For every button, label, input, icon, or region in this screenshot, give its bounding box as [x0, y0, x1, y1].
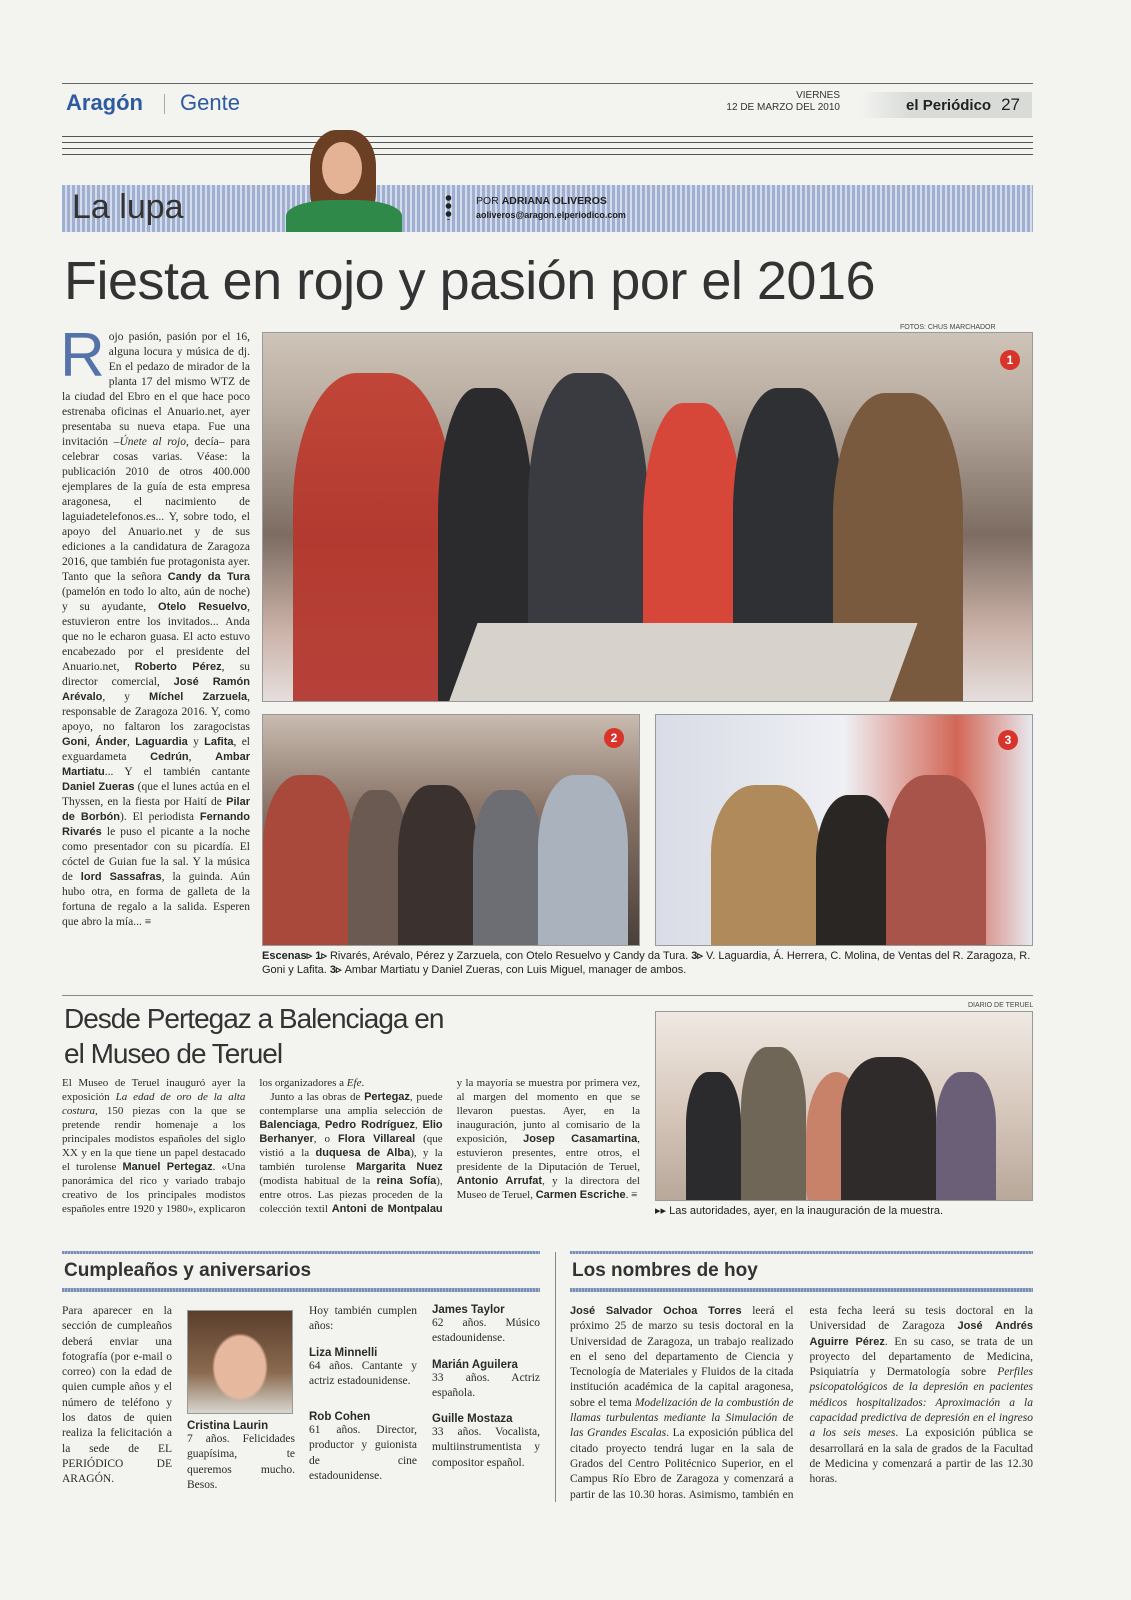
birthday-name: Liza Minnelli: [309, 1346, 378, 1359]
text-run: , responsable de Zaragoza 2016. Y, como apoyo, no faltaron los zaragocistas: [62, 691, 250, 733]
photo-number-badge: 3: [998, 730, 1018, 750]
text-run: . «Una panorámica del rico y variado trabajo creativo de los principales modistos españoles entre 1920 y 1980», explicaron los organizadores a: [62, 1077, 347, 1215]
bold-name: José Andrés Aguirre Pérez: [809, 1320, 1033, 1348]
author-name: ADRIANA OLIVEROS: [501, 195, 607, 207]
bold-name: Otelo Resuelvo: [158, 601, 248, 613]
main-article-body: [60, 321, 251, 930]
dateline: [700, 90, 840, 114]
paper-name: el Periódico: [906, 96, 992, 114]
text-run: le puso el picante a la noche como presentador con su picardía. El cóctel de Guian fue la sal. Y la música de: [62, 826, 250, 883]
section-top-rule: [570, 1251, 1033, 1254]
section-divider: [62, 995, 1033, 996]
photo-caption: [262, 949, 1033, 977]
bold-name: Ambar Martiatu: [62, 751, 250, 778]
column-banner: [62, 185, 1033, 232]
text-run: , decía– para celebrar cosas varias. Véase: la publicación 2010 de otros 400.000 ejemplares de la guía de esta empresa aragonesa, el nacimiento de laguiadetelefonos.es... Y, sobre todo, el apoyo del Anuario.net y de sus ediciones a la candidatura de Zaragoza 2016, que también fue protagonista ayer. Tanto que la señora: [62, 436, 251, 583]
subsection-name: Gente: [180, 90, 240, 115]
text-run: ojo pasión, pasión por el 16, alguna locura y música de dj. En el pedazo de mirador de la planta 17 del mismo WTZ de la ciudad del Ebro en el que hace poco estrenaba oficinas el Anuario.net, ayer presentaba su nueva etapa. Fue una invitación –: [62, 331, 250, 448]
text-run: V. Laguardia, Á. Herrera, C. Molina, de Ventas del R. Zaragoza, R. Goni y Lafita.: [262, 950, 1031, 976]
birthday-text: 62 años. Músico estadounidense.: [432, 1317, 540, 1345]
text-run: ), entre otros. Las piezas proceden de la colección textil: [259, 1175, 443, 1215]
byline: [476, 195, 607, 207]
text-run: , estuvieron presentes, entre otros, el presidente de la Diputación de Teruel,: [456, 1133, 640, 1173]
bold-name: José Salvador Ochoa Torres: [570, 1305, 742, 1317]
italic-text: Efe: [346, 1077, 362, 1089]
bold-name: 3▹: [691, 950, 706, 962]
names-body: [570, 1304, 1033, 1503]
weekday: VIERNES: [796, 90, 840, 101]
museo-article-body: [62, 1076, 640, 1216]
page-number: 27: [1001, 95, 1020, 114]
divider: [164, 94, 165, 114]
bold-name: Elio Berhanyer: [259, 1119, 443, 1145]
top-rule: [62, 83, 1033, 84]
text-run: ... Y el también cantante: [104, 766, 250, 778]
bold-name: Lafita: [204, 736, 234, 748]
text-run: ,: [317, 1119, 325, 1131]
text-run: ,: [414, 1119, 423, 1131]
italic-text: La edad de oro de la alta costura: [62, 1091, 246, 1117]
text-run: . La exposición pública del citado proyecto tendrá lugar en la sala de Grados del Centro Politécnico Superior, en el Campus Río Ebro de Zaragoza y comenzará a partir de las 10.30 horas. Asimismo, también en esta fecha leerá su tesis doctoral en la Universidad de Zaragoza: [570, 1305, 1033, 1501]
text-run: . En su caso, se trata de un proyecto del departamento de Medicina, Psiquiatría y Dermatología sobre: [809, 1335, 1034, 1379]
author-email[interactable]: aoliveros@aragon.elperiodico.com: [476, 210, 626, 220]
text-run: , y: [102, 691, 150, 703]
bold-name: Goni: [62, 736, 88, 748]
text-run: y: [187, 736, 205, 748]
birthday-name: Cristina Laurin: [187, 1420, 269, 1432]
bold-name: Laguardia: [135, 736, 188, 748]
bold-name: Pertegaz: [364, 1091, 410, 1103]
column-divider: [555, 1252, 556, 1502]
author-photo: [280, 128, 406, 232]
birthday-text: 61 años. Director, productor y guionista de cine estadounidense.: [309, 1424, 417, 1483]
text-run: (modista habitual de la: [259, 1175, 377, 1187]
bold-name: Cedrún: [150, 751, 189, 763]
birthday-text: 7 años. Felicidades guapísima, te queremos mucho. Besos.: [187, 1433, 295, 1491]
text-run: , 150 piezas con la que se pretende rendir homenaje a los principales modistos españoles del siglo XX y en la que tiene un papel destacado el turolense: [62, 1105, 246, 1173]
birthday-name: Marián Aguilera: [432, 1358, 518, 1371]
birthday-text: 33 años. Actriz española.: [432, 1371, 540, 1399]
bold-name: Míchel Zarzuela: [149, 691, 248, 703]
featured-birthday: [187, 1420, 295, 1493]
bold-name: Carmen Escriche: [535, 1189, 626, 1201]
italic-text: Únete al rojo: [119, 436, 186, 448]
photo-credit: DIARIO DE TERUEL: [968, 1002, 1034, 1009]
text-run: , su director comercial,: [62, 661, 250, 688]
birthdays-heading: Cumpleaños y aniversarios: [64, 1260, 312, 1281]
text-run: Junto a las obras de: [270, 1091, 365, 1103]
names-heading: Los nombres de hoy: [572, 1260, 758, 1281]
photo-number-badge: 2: [604, 728, 624, 748]
birthday-name: James Taylor: [432, 1304, 505, 1316]
photo-2: [262, 714, 640, 946]
italic-text: Modelización de la combustión de llamas turbulentas mediante la Simulación de las Grandes Escalas: [570, 1396, 794, 1440]
photo-3: [655, 714, 1033, 946]
text-run: .: [361, 1077, 365, 1089]
text-run: leerá el próximo 25 de marzo su tesis doctoral en la Universidad de Zaragoza, un trabajo realizado en el seno del departamento de Ciencia y Tecnología de Materiales y Fluidos de la citada institución académica de la capital aragonesa, sobre el tema: [570, 1305, 794, 1409]
text-run: ,: [87, 736, 96, 748]
text-run: , o: [313, 1133, 338, 1145]
bold-name: lord Sassafras: [80, 871, 162, 883]
triple-rule: [62, 136, 1033, 160]
birthday-list-1: [309, 1304, 417, 1484]
also-label: Hoy también cumplen años:: [309, 1305, 417, 1333]
bold-name: 3▹: [329, 964, 345, 976]
text-run: ,: [188, 751, 216, 763]
bold-name: José Ramón Arévalo: [62, 676, 250, 703]
bold-name: Antonio Arrufat: [456, 1175, 543, 1187]
bold-name: Antoni de Montpalau: [331, 1203, 443, 1215]
bold-name: Margarita Nuez: [356, 1161, 443, 1173]
text-run: , la guinda. Aún hubo otra, en forma de galleta de la fortuna de regalo a la salida. Esperen que abro la mía... ≡: [62, 871, 250, 928]
text-run: (que vistió a la: [259, 1133, 443, 1159]
text-run: (pamelón en todo lo alto, aún de noche) y su ayudante,: [62, 586, 250, 613]
museo-headline: Desde Pertegaz a Balenciaga en el Museo de Teruel: [64, 1003, 444, 1069]
bullet-icon: [445, 194, 452, 220]
section-rule: [62, 1288, 540, 1292]
bold-name: Josep Casamartina: [523, 1133, 638, 1145]
text-run: . La exposición pública se desarrollará en la sala de grados de la Facultad de Medicina y comenzará a partir de las 12.30 horas.: [809, 1427, 1033, 1486]
text-run: ). El periodista: [120, 811, 200, 823]
birthday-photo: [187, 1310, 293, 1414]
bold-name: reina Sofía: [376, 1175, 437, 1187]
italic-text: Perfiles psicopatológicos de la depresión en pacientes médicos hospitalizados: Aproximación a la capacidad predictiva de depresión en el ingreso a los seis meses: [809, 1366, 1033, 1440]
bold-name: Pedro Rodríguez: [324, 1119, 415, 1131]
birthday-name: Rob Cohen: [309, 1411, 371, 1424]
text-run: , estuvieron entre los invitados... Anda que no le echaron guasa. El acto estuvo encabezado por el presidente del Anuario.net,: [62, 601, 250, 673]
section-rule: [570, 1288, 1033, 1292]
text-run: , puede contemplarse una amplia selección de: [259, 1091, 443, 1117]
bold-name: duquesa de Alba: [315, 1147, 411, 1159]
bold-name: Fernando Rivarés: [62, 811, 250, 838]
bold-name: Balenciaga: [259, 1119, 318, 1131]
text-run: Ambar Martiatu y Daniel Zueras, con Luis Miguel, manager de ambos.: [344, 964, 687, 976]
birthdays-intro: Para aparecer en la sección de cumpleaños deberá enviar una fotografía (por e-mail o correo) con la edad de quien cumple años y el número de teléfono y los datos de quien realiza la felicitación a la sede de EL PERIÓDICO DE ARAGÓN.: [62, 1305, 172, 1486]
byline-prefix: POR: [476, 195, 499, 207]
bold-name: Flora Villareal: [337, 1133, 416, 1145]
masthead-box: [860, 92, 1032, 118]
text-run: Rivarés, Arévalo, Pérez y Zarzuela, con Otelo Resuelvo y Candy da Tura.: [329, 950, 692, 962]
text-run: , el exguardameta: [62, 736, 250, 763]
text-run: El Museo de Teruel inauguró ayer la exposición: [62, 1077, 246, 1103]
main-photo: [262, 332, 1033, 702]
text-run: ), y la también turolense: [259, 1147, 443, 1173]
bold-name: Candy da Tura: [167, 571, 250, 583]
photo-credit: FOTOS: CHUS MARCHADOR: [900, 324, 996, 331]
bold-name: Escenas▹: [262, 950, 316, 962]
section-top-rule: [62, 1251, 540, 1254]
bold-name: Roberto Pérez: [134, 661, 222, 673]
birthday-list-2: [432, 1304, 540, 1471]
drop-cap: R: [60, 321, 105, 390]
birthday-text: 64 años. Cantante y actriz estadounidense.: [309, 1359, 417, 1387]
museo-photo-caption: ▸▸ Las autoridades, ayer, en la inauguración de la muestra.: [655, 1205, 944, 1217]
bold-name: Ánder: [95, 736, 128, 748]
birthday-name: Guille Mostaza: [432, 1413, 513, 1426]
birthday-text: 33 años. Vocalista, multiinstrumentista y compositor español.: [432, 1426, 540, 1469]
text-run: y la mayoría se muestra por primera vez, al margen del momento en que se llevaron puestas. Ayer, en la inauguración, junto al comisario de la exposición,: [456, 1077, 640, 1145]
column-name: La lupa: [72, 188, 184, 226]
text-run: ,: [127, 736, 136, 748]
bold-name: Manuel Pertegaz: [122, 1161, 213, 1173]
museo-photo: [655, 1011, 1033, 1201]
text-run: (que el lunes actúa en el Thyssen, en la fiesta por Haití de: [62, 781, 250, 808]
date: 12 DE MARZO DEL 2010: [726, 102, 840, 113]
text-run: , y la directora del Museo de Teruel,: [456, 1175, 640, 1201]
main-headline: Fiesta en rojo y pasión por el 2016: [64, 251, 876, 311]
bold-name: Daniel Zueras: [62, 781, 135, 793]
text-run: . ≡: [625, 1189, 638, 1201]
section-name: Aragón: [66, 90, 143, 115]
bold-name: 1▹: [315, 950, 330, 962]
photo-number-badge: 1: [1000, 350, 1020, 370]
bold-name: Pilar de Borbón: [62, 796, 250, 823]
